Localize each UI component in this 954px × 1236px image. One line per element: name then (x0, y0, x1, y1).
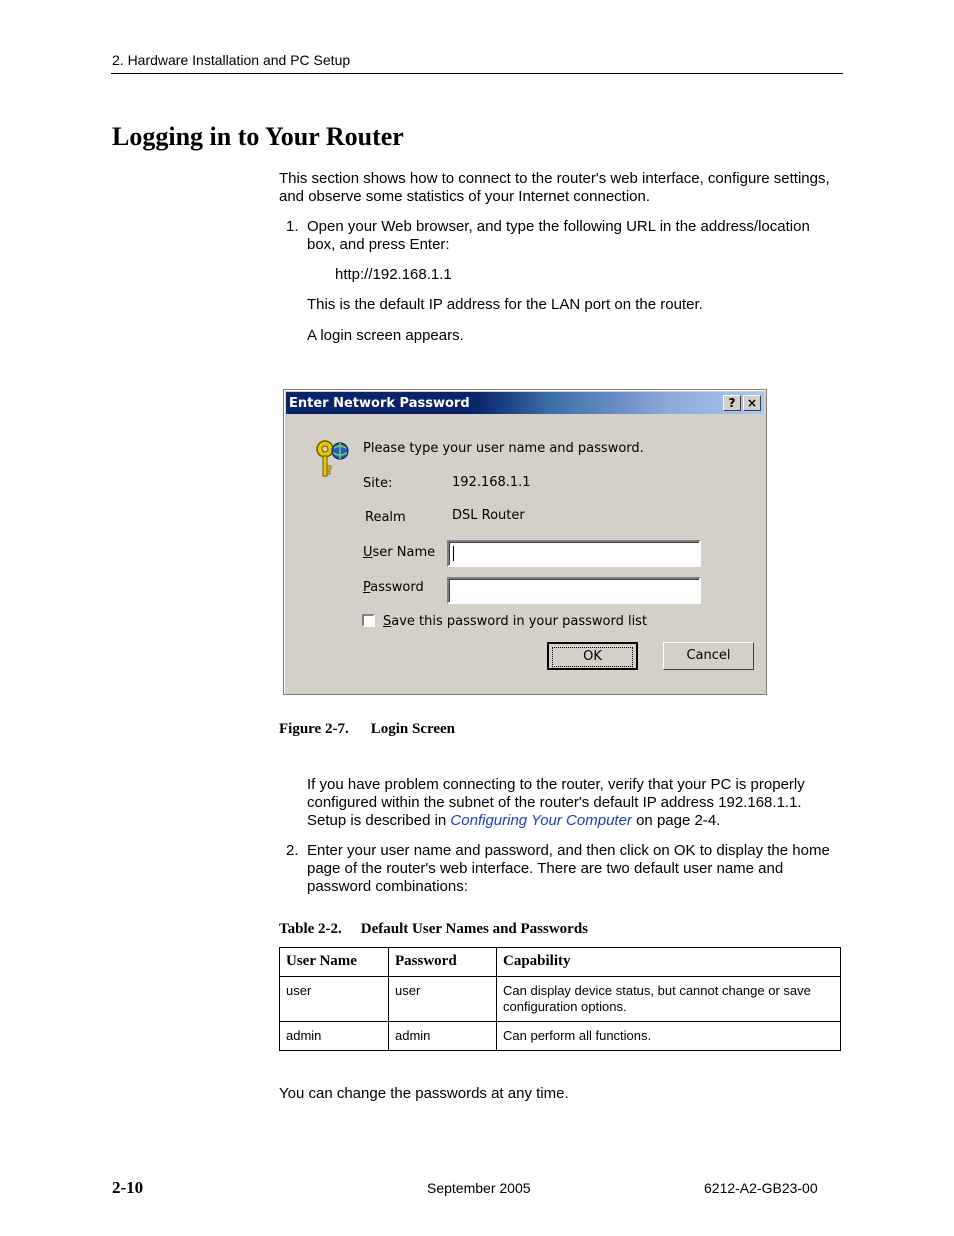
table-caption (279, 921, 588, 938)
section-title: Logging in to Your Router (112, 122, 404, 151)
save-password-checkbox[interactable] (362, 614, 375, 627)
realm-label: Realm (365, 510, 406, 525)
intro-paragraph: This section shows how to connect to the router's web interface, configure settings, and observe some statistics of your Internet connection. (279, 170, 830, 205)
help-button[interactable] (723, 395, 741, 411)
dialog-titlebar[interactable] (286, 392, 764, 414)
default-ip-note: This is the default IP address for the LAN port on the router. (307, 296, 703, 313)
header-rule (111, 73, 843, 74)
table-cell: admin (280, 1022, 389, 1051)
step-1-text: Open your Web browser, and type the following URL in the address/location box, and press Enter: (307, 218, 810, 253)
configuring-computer-link[interactable]: Configuring Your Computer (450, 812, 632, 829)
table-cell: user (389, 977, 497, 1022)
default-credentials-table (279, 947, 841, 1051)
step-1-number: 1. (286, 218, 299, 235)
realm-value: DSL Router (452, 508, 525, 523)
key-icon (312, 438, 352, 482)
close-icon: × (746, 396, 758, 410)
table-header: Password (389, 948, 497, 977)
site-label: Site: (363, 476, 393, 491)
step-2-number: 2. (286, 842, 299, 859)
router-url: http://192.168.1.1 (335, 266, 452, 283)
figure-number: Figure 2-7. (279, 721, 349, 737)
save-password-label[interactable]: Save this password in your password list (383, 614, 648, 629)
password-input[interactable] (447, 577, 701, 604)
login-dialog (283, 389, 767, 695)
closing-paragraph: You can change the passwords at any time. (279, 1085, 569, 1102)
dialog-title: Enter Network Password (289, 396, 470, 411)
close-button[interactable] (743, 395, 761, 411)
text-caret (453, 546, 454, 561)
help-icon: ? (728, 396, 736, 410)
username-label: User Name (363, 545, 436, 560)
page-number: 2-10 (112, 1178, 144, 1197)
table-cell: user (280, 977, 389, 1022)
figure-caption (279, 721, 455, 738)
table-cell: Can perform all functions. (497, 1022, 841, 1051)
cancel-button[interactable]: Cancel (663, 642, 754, 670)
troubleshooting-paragraph: If you have problem connecting to the router, verify that your PC is properly configured within the subnet of the router's default IP address 192.168.1.1. Setup is described in Configuring Your Computer on page 2-4. (307, 776, 805, 829)
table-header: User Name (280, 948, 389, 977)
password-label: Password (363, 580, 424, 595)
running-header: 2. Hardware Installation and PC Setup (112, 52, 351, 68)
footer-date: September 2005 (427, 1180, 531, 1196)
table-row (280, 1022, 841, 1051)
table-cell: admin (389, 1022, 497, 1051)
document-number: 6212-A2-GB23-00 (704, 1180, 818, 1196)
ok-button[interactable]: OK (547, 642, 638, 670)
table-header-row (280, 948, 841, 977)
username-input[interactable] (447, 540, 701, 567)
figure-title: Login Screen (370, 721, 456, 737)
table-header: Capability (497, 948, 841, 977)
table-title: Default User Names and Passwords (360, 921, 589, 937)
table-number: Table 2-2. (279, 921, 342, 937)
dialog-prompt: Please type your user name and password. (363, 441, 644, 456)
table-cell: Can display device status, but cannot change or save configuration options. (497, 977, 841, 1022)
login-screen-note: A login screen appears. (307, 327, 464, 344)
site-value: 192.168.1.1 (452, 475, 531, 490)
step-2-text: Enter your user name and password, and then click on OK to display the home page of the router's web interface. There are two default user name and password combinations: (307, 842, 830, 895)
table-row (280, 977, 841, 1022)
